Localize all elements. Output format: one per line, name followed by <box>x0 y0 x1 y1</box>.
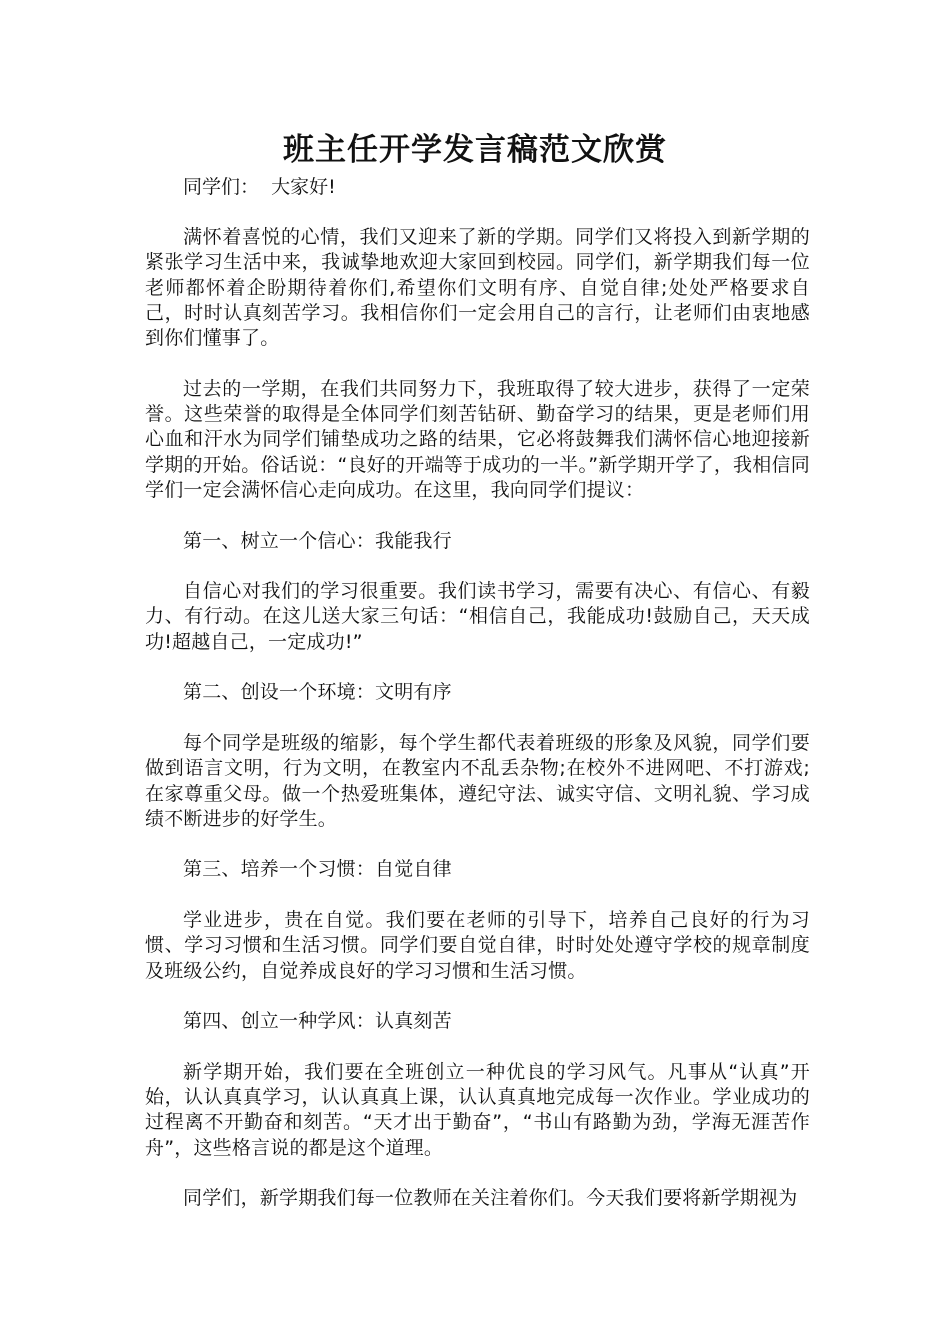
paragraph-welcome: 满怀着喜悦的心情，我们又迎来了新的学期。同学们又将投入到新学期的紧张学习生活中来，我诚挚地欢迎大家回到校园。同学们，新学期我们每一位老师都怀着企盼期待着你们,希望你们文明有序、自觉自律;处处严格要求自己，时时认真刻苦学习。我相信你们一定会用自己的言行，让老师们由衷地感到你们懂事了。 <box>145 226 810 350</box>
paragraph-environment: 每个同学是班级的缩影，每个学生都代表着班级的形象及风貌，同学们要做到语言文明，行为文明，在教室内不乱丢杂物;在校外不进网吧、不打游戏;在家尊重父母。做一个热爱班集体，遵纪守法、诚实守信、文明礼貌、学习成绩不断进步的好学生。 <box>145 731 810 830</box>
paragraph-closing: 同学们，新学期我们每一位教师在关注着你们。今天我们要将新学期视为 <box>183 1187 798 1210</box>
heading-point-one: 第一、树立一个信心：我能我行 <box>183 529 452 552</box>
document-body <box>145 225 810 1237</box>
heading-point-three: 第三、培养一个习惯：自觉自律 <box>183 858 452 881</box>
paragraph-confidence: 自信心对我们的学习很重要。我们读书学习，需要有决心、有信心、有毅力、有行动。在这儿送大家三句话：“相信自己，我能成功!鼓励自己，天天成功!超越自己，一定成功!” <box>145 580 810 653</box>
heading-point-four: 第四、创立一种学风：认真刻苦 <box>183 1010 452 1033</box>
greeting-line: 同学们： 大家好! <box>183 176 336 198</box>
paragraph-study-style: 新学期开始，我们要在全班创立一种优良的学习风气。凡事从“认真”开始，认认真真学习，认认真真上课，认认真真地完成每一次作业。学业成功的过程离不开勤奋和刻苦。“天才出于勤奋”，“书山有路勤为劲，学海无涯苦作舟”，这些格言说的都是这个道理。 <box>145 1060 810 1159</box>
paragraph-habits: 学业进步，贵在自觉。我们要在老师的引导下，培养自己良好的行为习惯、学习习惯和生活习惯。同学们要自觉自律，时时处处遵守学校的规章制度及班级公约，自觉养成良好的学习习惯和生活习惯。 <box>145 909 810 982</box>
paragraph-last-semester: 过去的一学期，在我们共同努力下，我班取得了较大进步，获得了一定荣誉。这些荣誉的取得是全体同学们刻苦钻研、勤奋学习的结果，更是老师们用心血和汗水为同学们铺垫成功之路的结果，它必将鼓舞我们满怀信心地迎接新学期的开始。俗话说：“良好的开端等于成功的一半。”新学期开学了，我相信同学们一定会满怀信心走向成功。在这里，我向同学们提议： <box>145 377 810 501</box>
document-title: 班主任开学发言稿范文欣赏 <box>283 132 667 168</box>
heading-point-two: 第二、创设一个环境：文明有序 <box>183 681 452 704</box>
